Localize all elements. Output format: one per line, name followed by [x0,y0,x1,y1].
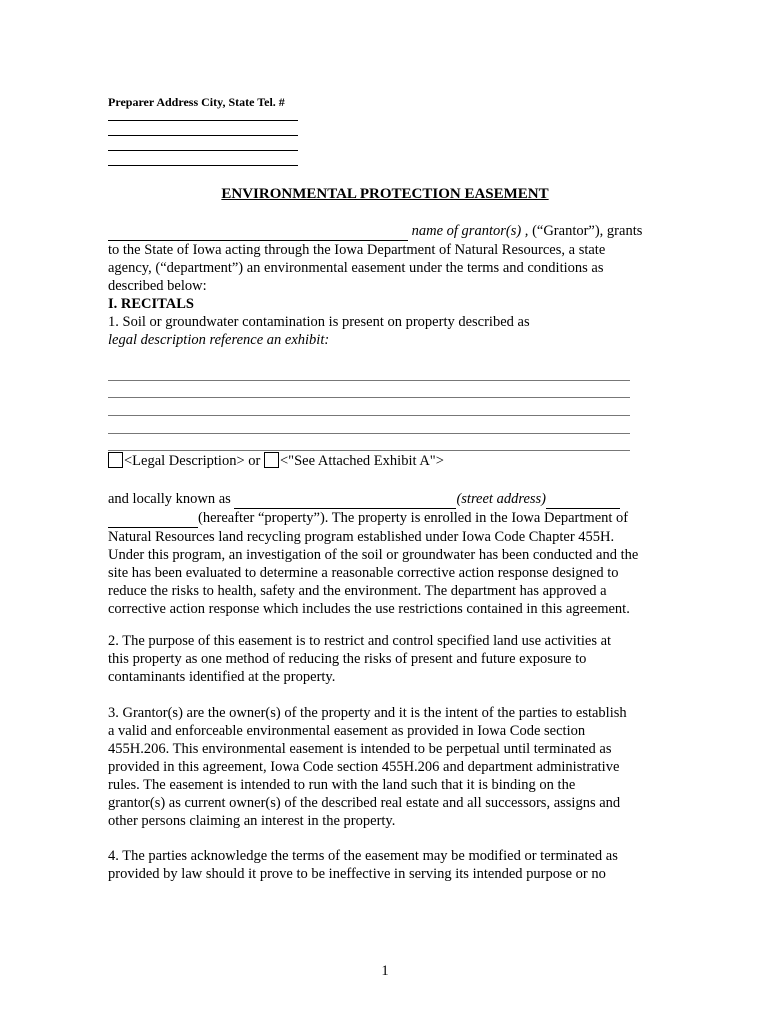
recital-3-line: a valid and enforceable environmental easement as provided in Iowa Code section [108,723,586,739]
legal-description-options [108,452,444,470]
legal-description-line-5[interactable] [108,450,630,451]
recital-1-line-2: legal description reference an exhibit: [108,332,330,348]
preparer-line-1[interactable] [108,120,298,121]
recital-2-line: 2. The purpose of this easement is to restrict and control specified land use activities at [108,633,612,649]
recital-4-line: 4. The parties acknowledge the terms of the easement may be modified or terminated as [108,848,618,864]
intro-line-3: agency, (“department”) an environmental easement under the terms and conditions as [108,260,604,276]
address-continuation-blank[interactable] [108,509,198,528]
document-title: ENVIRONMENTAL PROTECTION EASEMENT [221,186,549,202]
recital-3-line: 455H.206. This environmental easement is intended to be perpetual until terminated as [108,741,612,757]
known-as-paragraph [108,490,668,618]
known-as-line-4: Under this program, an investigation of the soil or groundwater has been conducted and the [108,547,639,563]
grantor-name-blank[interactable] [108,222,408,241]
intro-line-1-rest: (“Grantor”), grants [528,223,643,239]
legal-description-option: <Legal Description> [124,453,245,469]
intro-line-4: described below: [108,278,207,294]
exhibit-a-checkbox[interactable] [264,452,279,468]
preparer-line-2[interactable] [108,135,298,136]
known-as-line-5: site has been evaluated to determine a reasonable corrective action response designed to [108,565,619,581]
street-address-blank-2[interactable] [546,490,620,509]
exhibit-a-option: <"See Attached Exhibit A"> [279,453,444,469]
recital-3-line: 3. Grantor(s) are the owner(s) of the property and it is the intent of the parties to establish [108,705,627,721]
page-number: 1 [381,963,389,979]
recital-2-line: contaminants identified at the property. [108,669,336,685]
legal-description-line-3[interactable] [108,415,630,416]
known-as-line-2 [108,509,668,528]
street-address-placeholder: (street address) [456,491,546,507]
or-label: or [244,453,264,469]
recital-3-line: other persons claiming an interest in the property. [108,813,396,829]
intro-line-2: to the State of Iowa acting through the Iowa Department of Natural Resources, a state [108,242,606,258]
hereafter-text: (hereafter “property”). The property is enrolled in the Iowa Department of [198,510,629,526]
recital-3-line: rules. The easement is intended to run with the land such that it is binding on the [108,777,576,793]
preparer-label: Preparer Address City, State Tel. # [108,95,285,109]
known-as-line-6: reduce the risks to health, safety and the environment. The department has approved a [108,583,607,599]
recital-3-line: provided in this agreement, Iowa Code section 455H.206 and department administrative [108,759,620,775]
street-address-blank[interactable] [234,490,456,509]
recital-1-line-1: 1. Soil or groundwater contamination is present on property described as [108,314,530,330]
intro-paragraph [108,222,668,349]
recital-4-paragraph [108,847,668,883]
legal-description-checkbox[interactable] [108,452,123,468]
preparer-line-3[interactable] [108,150,298,151]
recital-2-paragraph [108,632,668,686]
legal-description-line-2[interactable] [108,397,630,398]
intro-line-1 [108,222,668,241]
legal-description-line-1[interactable] [108,380,630,381]
recitals-heading: I. RECITALS [108,296,194,312]
grantor-placeholder: name of grantor(s) , [411,223,529,239]
known-as-line-1 [108,490,668,509]
legal-description-line-4[interactable] [108,433,630,434]
known-as-line-3: Natural Resources land recycling program established under Iowa Code Chapter 455H. [108,529,615,545]
recital-3-line: grantor(s) as current owner(s) of the described real estate and all successors, assigns and [108,795,621,811]
recital-2-line: this property as one method of reducing the risks of present and future exposure to [108,651,587,667]
preparer-line-4[interactable] [108,165,298,166]
recital-4-line: provided by law should it prove to be ineffective in serving its intended purpose or no [108,866,606,882]
known-as-line-7: corrective action response which includes the use restrictions contained in this agreement. [108,601,630,617]
recital-3-paragraph [108,704,668,830]
known-as-prefix: and locally known as [108,491,235,507]
